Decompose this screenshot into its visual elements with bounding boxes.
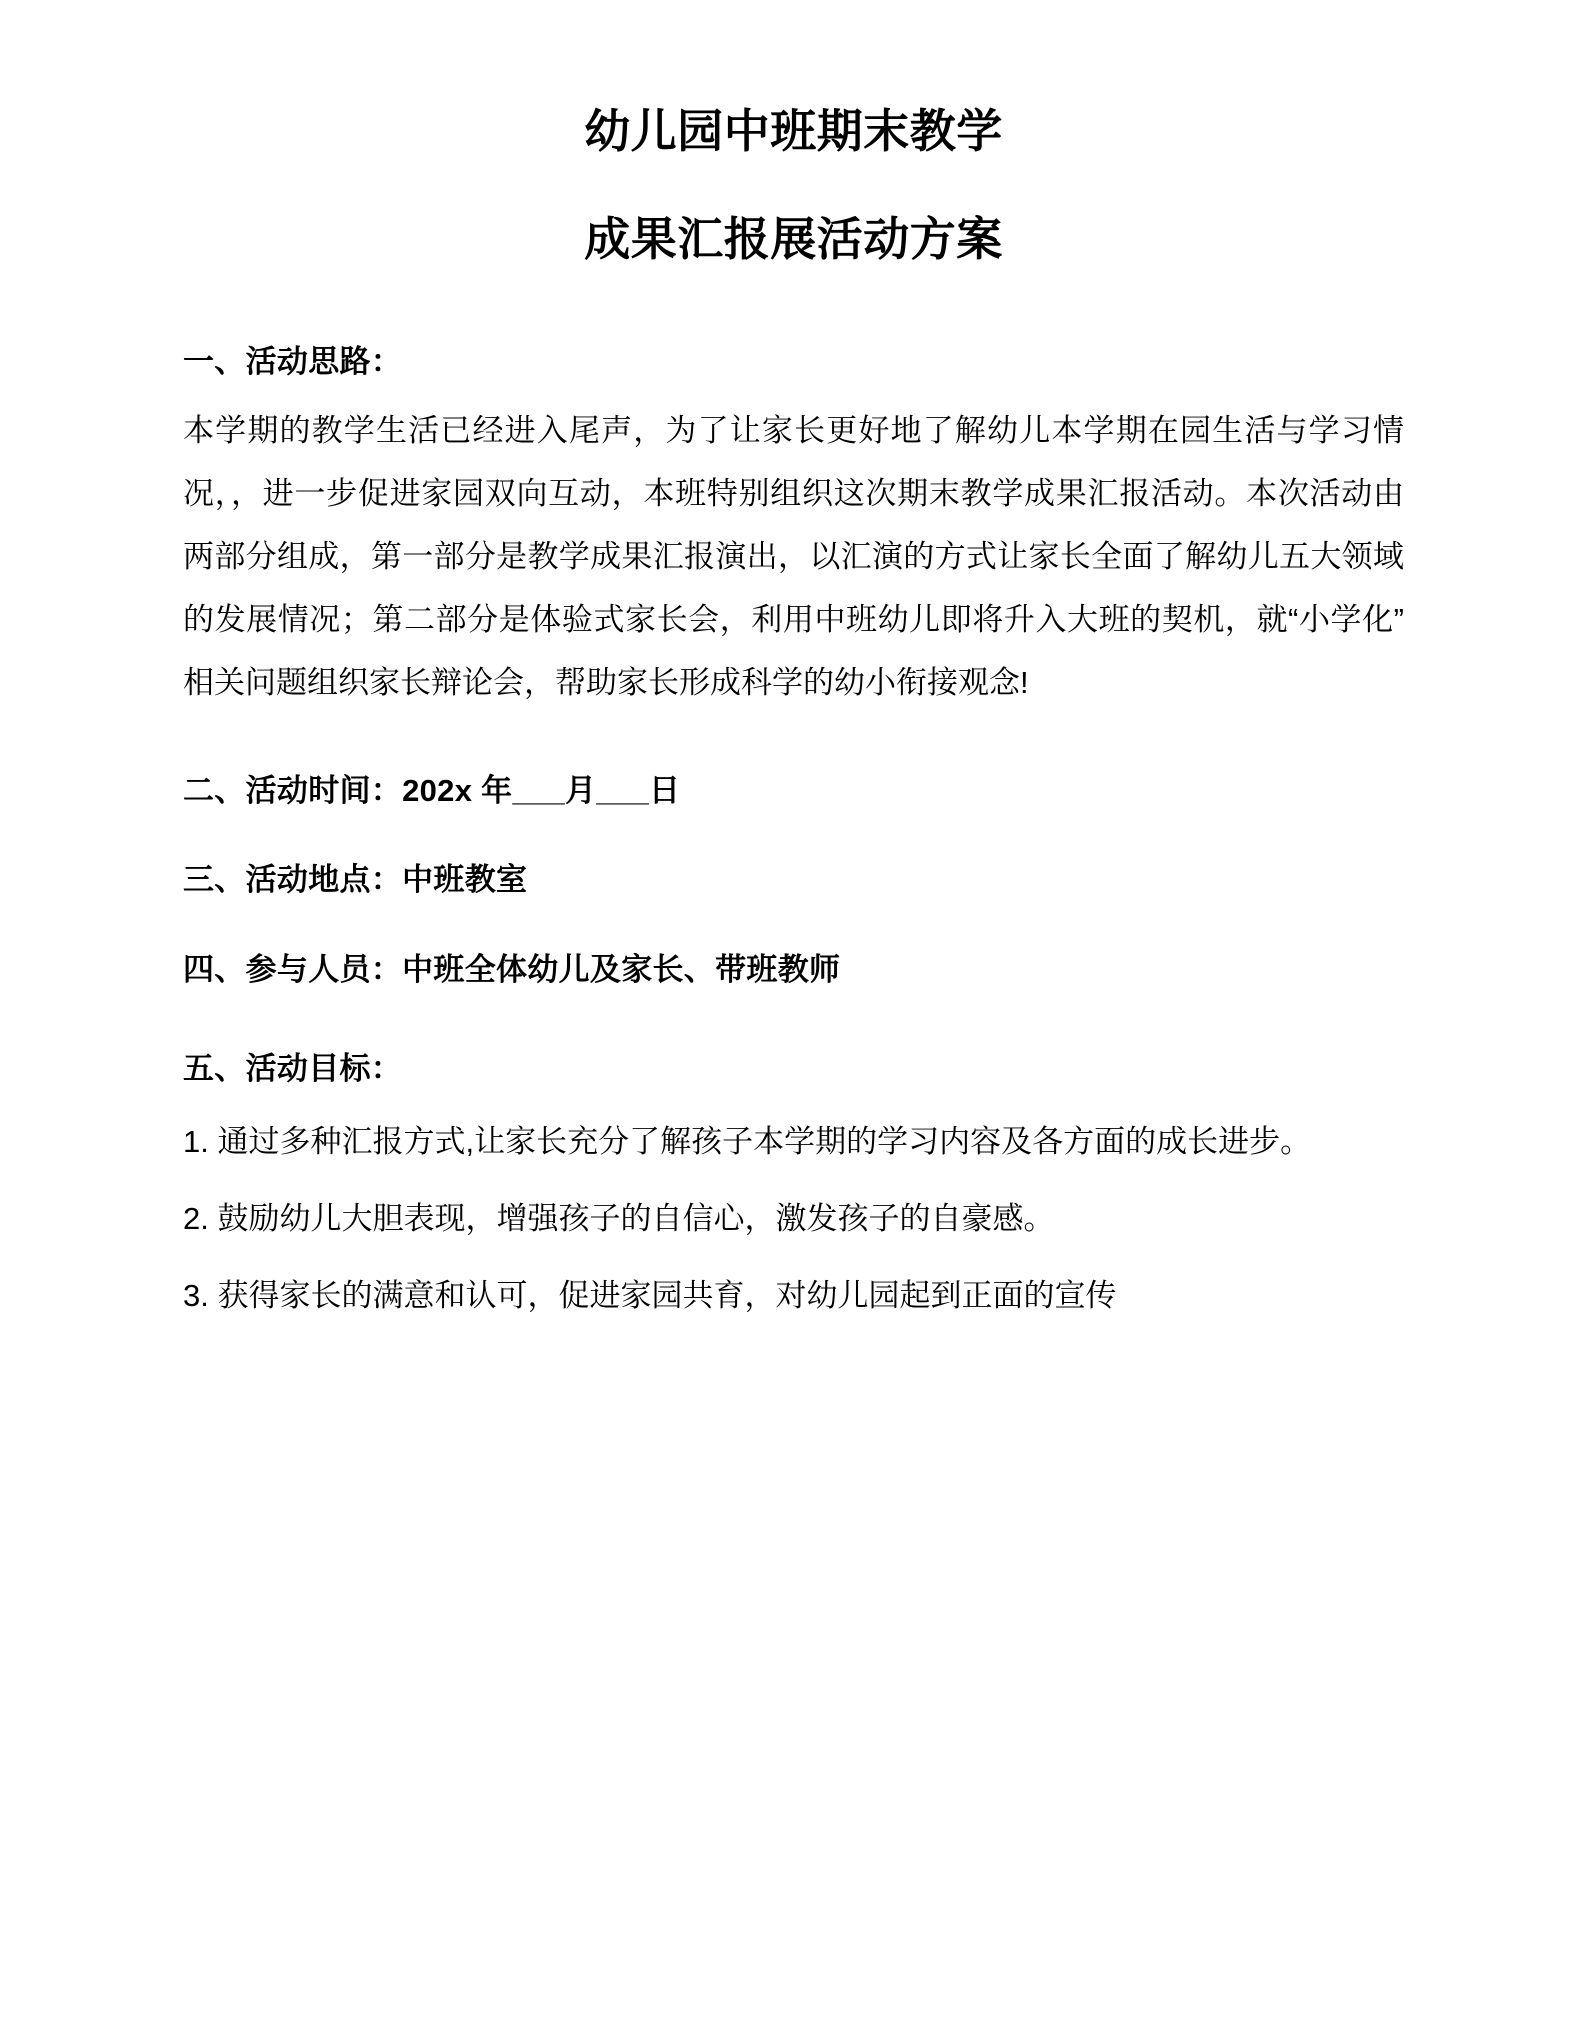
section-heading-activity-time: 二、活动时间：202x 年___月___日 [183,772,681,808]
activity-goal-item: 2. 鼓励幼儿大胆表现，增强孩子的自信心，激发孩子的自豪感。 [183,1201,1055,1237]
section-heading-activity-place: 三、活动地点：中班教室 [183,861,528,897]
activity-goal-item: 3. 获得家长的满意和认可，促进家园共育，对幼儿园起到正面的宣传 [183,1278,1117,1314]
section-heading-participants: 四、参与人员：中班全体幼儿及家长、带班教师 [183,951,841,987]
document-content [183,0,1404,1327]
activity-goals-list [183,1110,1404,1327]
document-title-line-1: 幼儿园中班期末教学 [584,105,1003,157]
document-title-line-2: 成果汇报展活动方案 [584,213,1003,265]
section-body-activity-idea: 本学期的教学生活已经进入尾声，为了让家长更好地了解幼儿本学期在园生活与学习情况，，进一步促进家园双向互动，本班特别组织这次期末教学成果汇报活动。本次活动由两部分组成，第一部分是教学成果汇报演出，以汇演的方式让家长全面了解幼儿五大领域的发展情况；第二部分是体验式家长会，利用中班幼儿即将升入大班的契机，就“小学化”相关问题组织家长辩论会，帮助家长形成科学的幼小衔接观念! [183,412,1404,700]
activity-goal-item: 1. 通过多种汇报方式,让家长充分了解孩子本学期的学习内容及各方面的成长进步。 [183,1124,1312,1160]
section-heading-activity-goals: 五、活动目标： [183,1051,403,1087]
section-heading-activity-idea: 一、活动思路： [183,344,403,379]
